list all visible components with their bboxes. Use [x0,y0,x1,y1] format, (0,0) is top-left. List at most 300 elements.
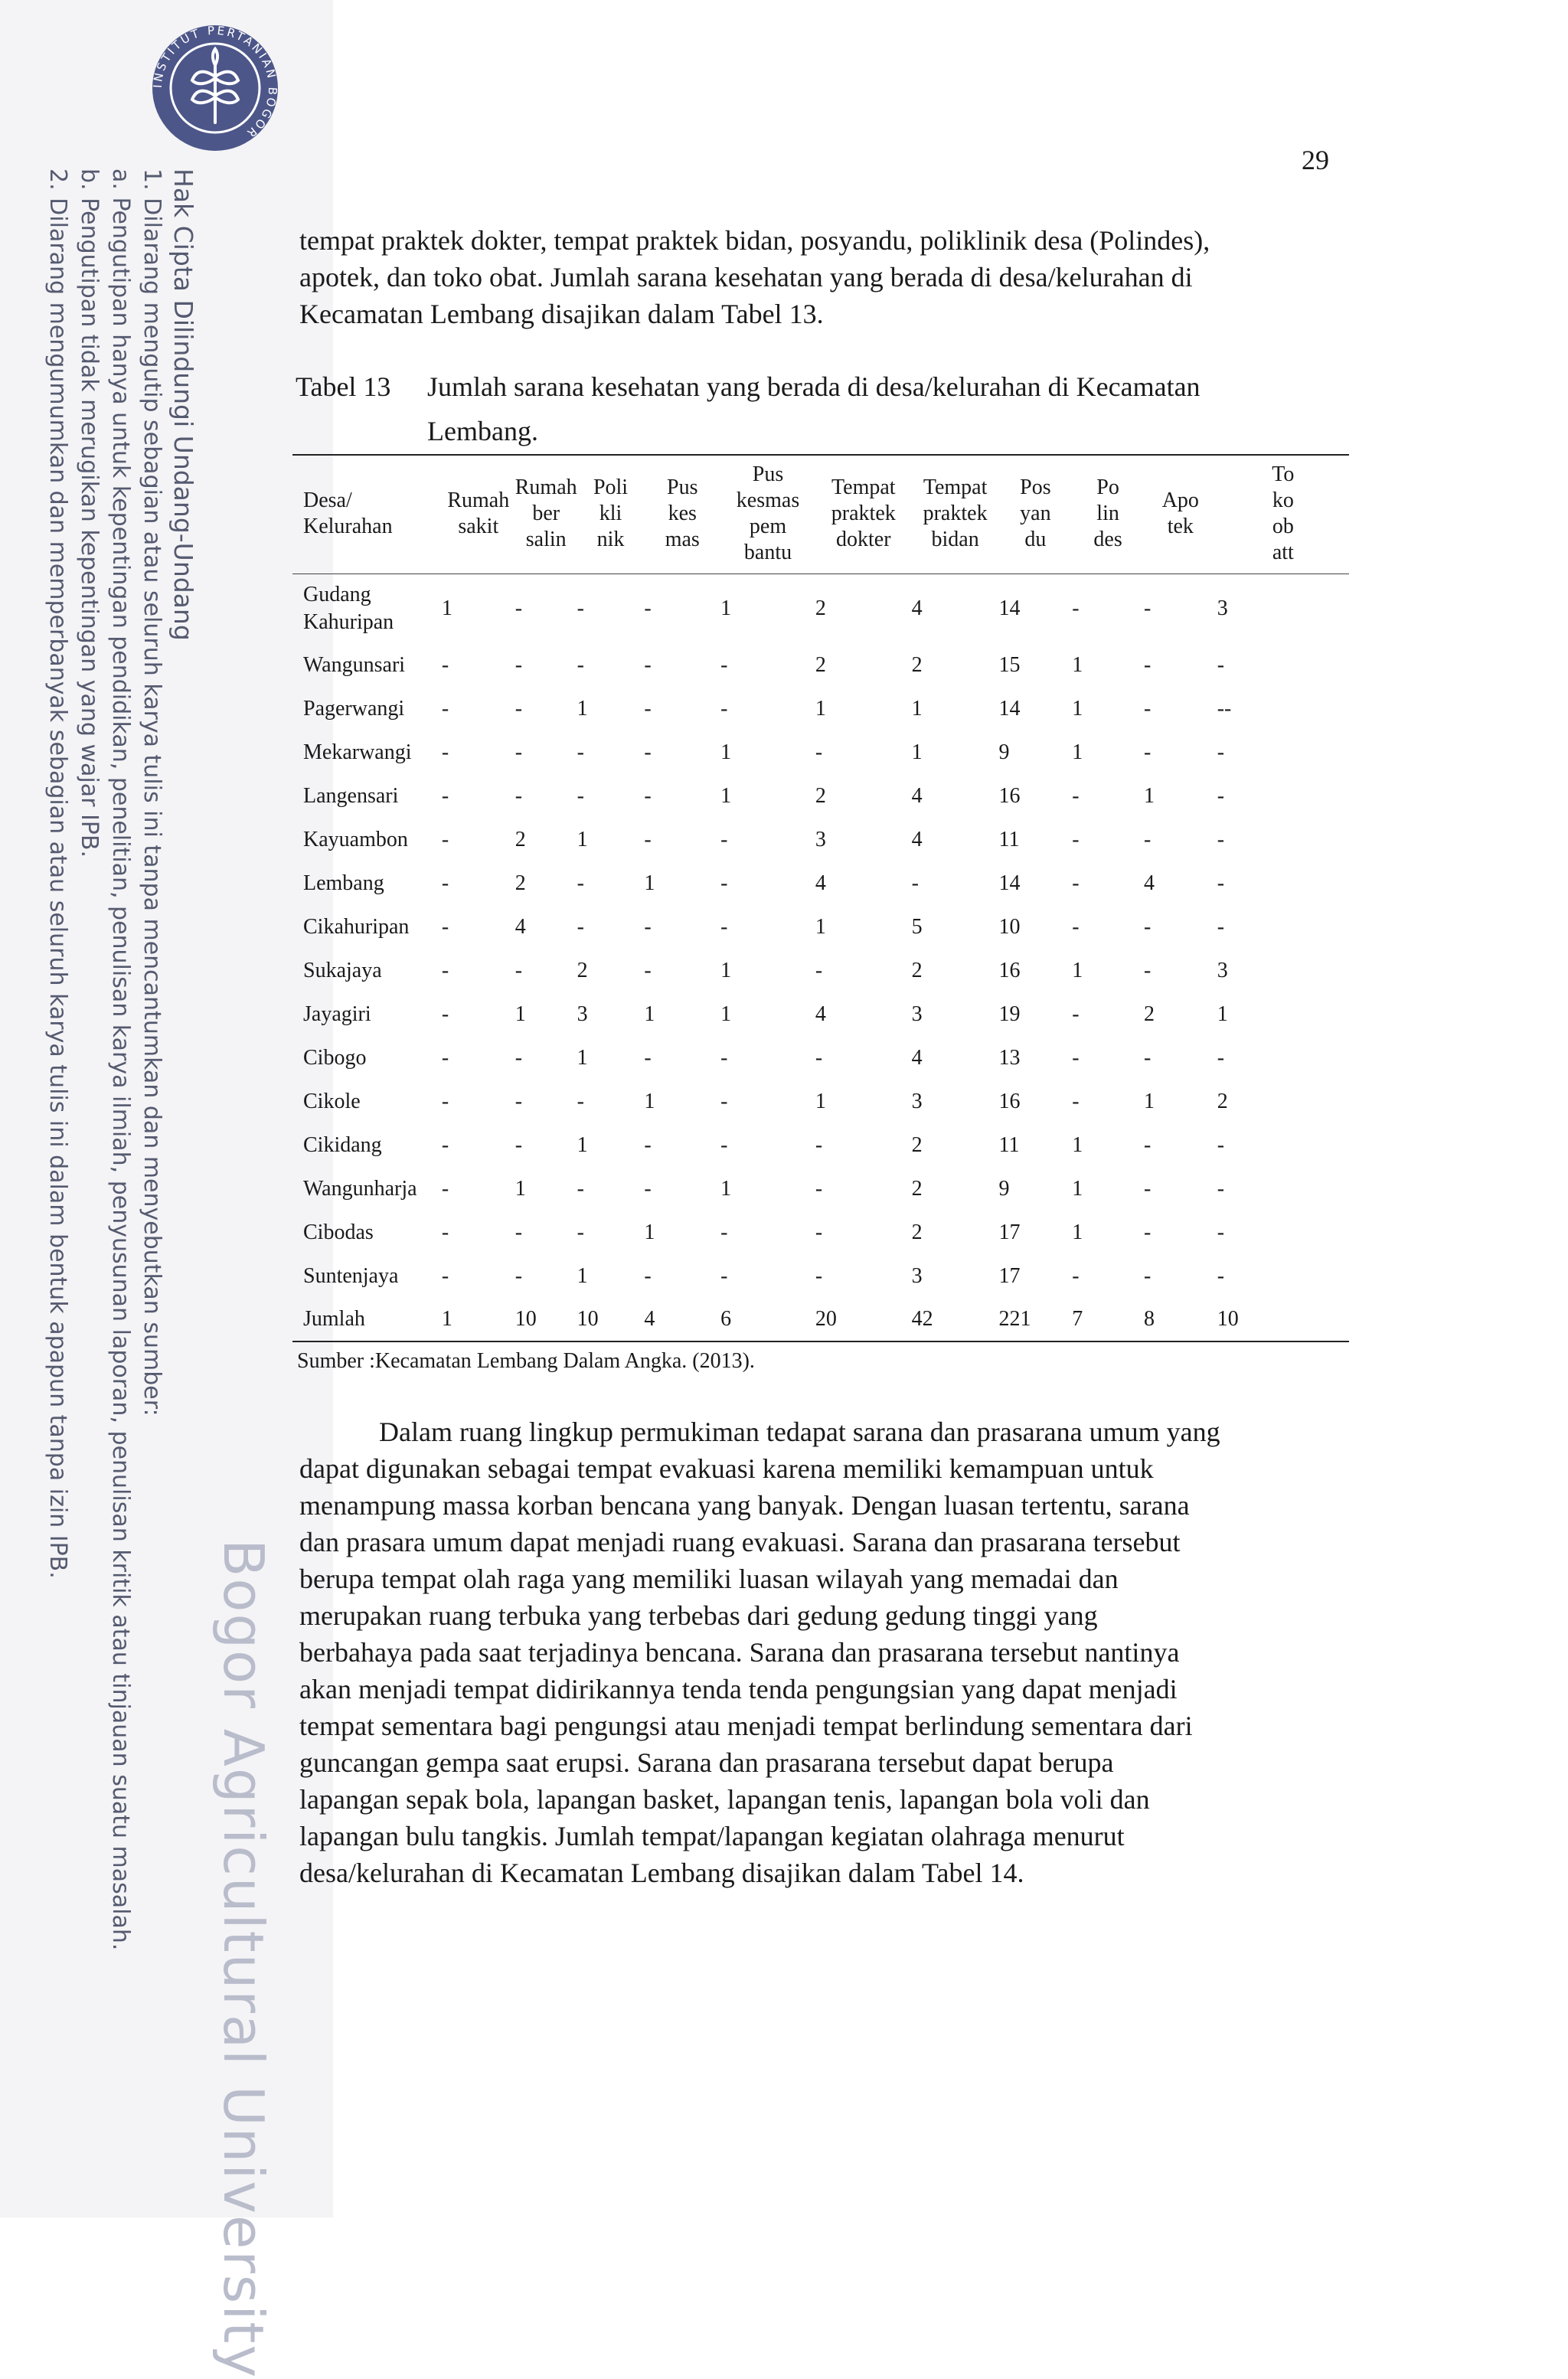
column-header [1217,455,1349,574]
column-header [999,455,1073,574]
column-header-text: yan [1020,502,1051,525]
column-header [442,455,515,574]
count-cell: 221 [998,1307,1031,1331]
count-cell: 14 [998,596,1021,620]
count-cell: - [441,1002,449,1026]
count-cell: - [1143,1263,1152,1288]
count-cell: 3 [577,1002,588,1026]
count-cell: - [441,1045,449,1070]
count-cell: 1 [1143,1089,1155,1113]
column-header-text: Pus [667,475,698,499]
count-cell: - [1217,871,1225,895]
count-cell: - [1217,827,1225,851]
paragraph-line: dapat digunakan sebagai tempat evakuasi karena memiliki kemampuan untuk [299,1453,1154,1484]
copyright-rule-2: 2. Dilarang mengumumkan dan memperbanyak sebagian atau seluruh karya tulis ini dalam bentuk apapun tanpa izin IPB. [44,168,71,1579]
count-cell: - [644,958,652,982]
count-cell: - [644,1132,652,1157]
village-name-cell: Cibogo [303,1045,367,1070]
count-cell: - [1143,827,1152,851]
table-row [292,861,1349,905]
copyright-heading: Hak Cipta Dilindungi Undang-Undang [168,168,198,641]
count-cell: - [720,1220,728,1244]
count-cell: 1 [1143,783,1155,808]
table-row [292,949,1349,992]
table-row [292,574,1349,644]
count-cell: - [441,827,449,851]
count-cell: - [1072,1002,1080,1026]
village-name-cell: Cikahuripan [303,914,410,939]
paragraph-line: Dalam ruang lingkup permukiman tedapat sarana dan prasarana umum yang [379,1417,1220,1447]
count-cell: - [815,740,823,764]
column-header-text: Poli [593,475,629,499]
table-source: Sumber :Kecamatan Lembang Dalam Angka. (2013). [297,1349,755,1373]
count-cell: 6 [720,1307,732,1331]
count-cell: - [514,652,523,677]
count-cell: - [1143,596,1152,620]
count-cell: - [514,1089,523,1113]
count-cell: - [441,1089,449,1113]
column-header-text: kli [599,502,622,525]
count-cell: - [644,596,652,620]
count-cell: - [911,871,919,895]
count-cell: 2 [1143,1002,1155,1026]
count-cell: 20 [815,1307,837,1331]
count-cell: - [441,871,449,895]
count-cell: 1 [720,958,732,982]
count-cell: 2 [911,1176,923,1201]
count-cell: - [1072,596,1080,620]
count-cell: - [1217,783,1225,808]
count-cell: 3 [911,1263,923,1288]
count-cell: 1 [644,1089,655,1113]
count-cell: - [1143,740,1152,764]
count-cell: 4 [1143,871,1155,895]
copyright-notice [42,168,199,1951]
count-cell: -- [1217,696,1232,721]
count-cell: - [644,827,652,851]
column-header-text: tek [1167,515,1194,538]
column-header-text: To [1272,462,1295,486]
village-name-cell: Gudang Kahuripan [303,583,394,634]
paragraph-line: dan prasara umum dapat menjadi ruang evakuasi. Sarana dan prasarana tersebut [299,1527,1181,1557]
count-cell: 2 [815,596,826,620]
count-cell: - [577,1176,584,1201]
count-cell: - [720,871,728,895]
count-cell: - [720,1045,728,1070]
column-header-text: kes [668,502,697,525]
count-cell: 1 [815,914,826,939]
count-cell: 7 [1072,1307,1083,1331]
count-cell: 1 [441,1307,452,1331]
count-cell: - [644,783,652,808]
column-header-text: praktek [831,502,896,525]
count-cell: 4 [644,1307,655,1331]
column-header-text: att [1272,541,1294,564]
paragraph-line: lapangan sepak bola, lapangan basket, lapangan tenis, lapangan bola voli dan [299,1784,1150,1815]
count-cell: - [1217,1263,1225,1288]
column-header [1144,455,1217,574]
paragraph-line: guncangan gempa saat erupsi. Sarana dan prasarana tersebut dapat berupa [299,1747,1114,1778]
column-header-text: ko [1272,489,1294,512]
count-cell: - [1217,740,1225,764]
count-cell: 5 [911,914,923,939]
village-name-cell: Mekarwangi [303,740,412,764]
count-cell: - [441,1176,449,1201]
svg-text:INSTITUT PERTANIAN BOGOR: INSTITUT PERTANIAN BOGOR [150,23,280,142]
table-header [292,455,1349,574]
count-cell: 1 [720,740,732,764]
count-cell: - [1217,914,1225,939]
column-header-text: bidan [931,528,979,551]
count-cell: - [441,1220,449,1244]
column-header-text: ob [1272,515,1294,538]
column-header-text: Pus [752,462,784,486]
count-cell: - [577,1089,584,1113]
count-cell: - [1072,871,1080,895]
count-cell: 8 [1143,1307,1155,1331]
paragraph-line: tempat praktek dokter, tempat praktek bidan, posyandu, poliklinik desa (Polindes), [299,225,1210,256]
column-header [577,455,645,574]
count-cell: 2 [911,1220,923,1244]
paragraph-line: akan menjadi tempat didirikannya tenda tenda pengungsian yang dapat menjadi [299,1674,1178,1704]
column-header [912,455,999,574]
column-header-text: Tempat [923,475,988,499]
paragraph-intro [299,222,1362,332]
paragraph-line: lapangan bulu tangkis. Jumlah tempat/lapangan kegiatan olahraga menurut [299,1821,1125,1851]
count-cell: - [1072,783,1080,808]
column-header-text: Po [1096,475,1119,499]
count-cell: 3 [1217,596,1228,620]
village-name-cell: Pagerwangi [303,696,405,721]
count-cell: - [1217,652,1225,677]
count-cell: - [1072,1089,1080,1113]
count-cell: 1 [911,696,923,721]
count-cell: 1 [577,696,588,721]
count-cell: 17 [998,1220,1021,1244]
count-cell: 4 [911,1045,923,1070]
count-cell: - [1143,1132,1152,1157]
count-cell: 10 [998,914,1021,939]
column-header [1072,455,1144,574]
village-name-cell: Lembang [303,871,384,895]
count-cell: - [720,827,728,851]
count-cell: 10 [1217,1307,1239,1331]
village-name-cell: Sukajaya [303,958,382,982]
column-header-text: Desa/ [303,489,352,512]
table-row [292,1080,1349,1123]
village-name-cell: Wangunsari [303,652,406,677]
count-cell: - [644,1263,652,1288]
count-cell: 1 [815,1089,826,1113]
column-header-text: Kelurahan [303,515,393,538]
count-cell: - [514,1263,523,1288]
copyright-rule-1b: b. Pengutipan tidak merugikan kepentingan yang wajar IPB. [76,168,103,858]
count-cell: - [577,652,584,677]
copyright-rule-1: 1. Dilarang mengutip sebagian atau seluruh karya tulis ini tanpa mencantumkan dan menyebutkan sumber: [139,168,165,1417]
count-cell: - [1143,914,1152,939]
count-cell: 1 [577,1132,588,1157]
count-cell: - [1143,1176,1152,1201]
paragraph-line: berupa tempat olah raga yang memiliki luasan wilayah yang memadai dan [299,1564,1119,1594]
count-cell: - [1072,1045,1080,1070]
count-cell: - [441,1132,449,1157]
village-name-cell: Jayagiri [303,1002,371,1026]
count-cell: - [441,740,449,764]
count-cell: - [577,871,584,895]
count-cell: 1 [577,1045,588,1070]
count-cell: - [720,652,728,677]
count-cell: 1 [720,596,732,620]
count-cell: - [1143,1045,1152,1070]
count-cell: 13 [998,1045,1021,1070]
health-facilities-table [292,454,1349,1342]
count-cell: - [1143,1220,1152,1244]
count-cell: 1 [720,783,732,808]
count-cell: - [514,1045,523,1070]
count-cell: - [441,696,449,721]
column-header-text: Tempat [831,475,896,499]
count-cell: 4 [911,827,923,851]
table-row [292,1254,1349,1298]
watermark-sidebar [0,0,333,2379]
village-name-cell: Langensari [303,783,399,808]
count-cell: - [1072,914,1080,939]
count-cell: 3 [911,1002,923,1026]
table-caption [296,364,1200,453]
count-cell: - [815,1220,823,1244]
count-cell: - [644,740,652,764]
count-cell: 1 [720,1176,732,1201]
count-cell: - [441,958,449,982]
count-cell: 1 [1072,696,1083,721]
university-watermark: Bogor Agricultural University [211,1539,276,2379]
count-cell: 2 [911,652,923,677]
count-cell: - [514,1220,523,1244]
count-cell: 1 [815,696,826,721]
count-cell: - [1217,1045,1225,1070]
column-header [720,455,815,574]
count-cell: - [1217,1220,1225,1244]
table-row [292,1211,1349,1254]
column-header-text: ber [532,502,560,525]
count-cell: 9 [998,1176,1010,1201]
village-name-cell: Cikole [303,1089,361,1113]
count-cell: 16 [998,958,1021,982]
count-cell: 2 [815,652,826,677]
ipb-logo-icon [150,23,280,153]
count-cell: 16 [998,783,1021,808]
count-cell: 1 [577,827,588,851]
count-cell: - [577,740,584,764]
count-cell: 11 [998,1132,1020,1157]
column-header [515,455,577,574]
village-name-cell: Kayuambon [303,827,408,851]
table-row [292,687,1349,730]
paragraph-line: tempat sementara bagi pengungsi atau menjadi tempat berlindung sementara dari [299,1711,1193,1741]
table-title-line-2: Lembang. [427,416,538,446]
count-cell: 4 [514,914,526,939]
count-cell: - [720,1132,728,1157]
count-cell: 2 [911,1132,923,1157]
count-cell: 42 [911,1307,933,1331]
count-cell: 9 [998,740,1010,764]
count-cell: 1 [1072,1176,1083,1201]
count-cell: 1 [1072,652,1083,677]
table-body [292,574,1349,1342]
table-label: Tabel 13 [296,371,391,402]
count-cell: - [514,696,523,721]
column-header [815,455,912,574]
count-cell: 1 [1072,1220,1083,1244]
count-cell: 10 [577,1307,599,1331]
column-header [292,455,442,574]
count-cell: 16 [998,1089,1021,1113]
column-header-text: Rumah [514,475,577,499]
column-header-text: du [1024,528,1047,551]
count-cell: - [815,958,823,982]
table-row [292,905,1349,949]
count-cell: - [577,596,584,620]
count-cell: 2 [514,871,526,895]
count-cell: 1 [441,596,452,620]
count-cell: - [720,1263,728,1288]
column-header-text: kesmas [736,489,800,512]
count-cell: - [644,1176,652,1201]
count-cell: 1 [514,1002,526,1026]
table-row [292,1036,1349,1080]
column-header-text: Rumah [447,489,510,512]
count-cell: - [1072,1263,1080,1288]
village-name-cell: Wangunharja [303,1176,417,1201]
paragraph-line: desa/kelurahan di Kecamatan Lembang disajikan dalam Tabel 14. [299,1858,1024,1888]
count-cell: 4 [815,871,826,895]
count-cell: 1 [577,1263,588,1288]
count-cell: 1 [644,1002,655,1026]
count-cell: 4 [815,1002,826,1026]
count-cell: 14 [998,871,1021,895]
count-cell: 3 [1217,958,1228,982]
count-cell: - [644,696,652,721]
table-row [292,774,1349,818]
count-cell: 4 [911,783,923,808]
count-cell: - [577,1220,584,1244]
count-cell: - [1217,1176,1225,1201]
column-header [644,455,720,574]
column-header-text: salin [525,528,567,551]
count-cell: 2 [1217,1089,1228,1113]
column-header-text: des [1093,528,1122,551]
table-row [292,1167,1349,1211]
column-header-text: bantu [743,541,792,564]
count-cell: - [644,914,652,939]
paragraph-evacuation [299,1413,1362,1891]
count-cell: 2 [514,827,526,851]
count-cell: 4 [911,596,923,620]
count-cell: 1 [1072,1132,1083,1157]
table-row [292,1123,1349,1167]
count-cell: 2 [577,958,588,982]
count-cell: - [441,652,449,677]
count-cell: - [514,596,523,620]
count-cell: - [1072,827,1080,851]
table-total-row [292,1298,1349,1341]
count-cell: - [441,783,449,808]
count-cell: 11 [998,827,1020,851]
count-cell: 1 [644,871,655,895]
village-name-cell: Cibodas [303,1220,374,1244]
village-name-cell: Cikidang [303,1132,382,1157]
column-header-text: Pos [1020,475,1051,499]
count-cell: - [644,652,652,677]
paragraph-line: merupakan ruang terbuka yang terbebas dari gedung gedung tinggi yang [299,1600,1098,1631]
count-cell: 1 [1217,1002,1228,1026]
table-row [292,730,1349,774]
count-cell: - [577,783,584,808]
count-cell: 1 [911,740,923,764]
column-header-text: mas [665,528,700,551]
count-cell: - [720,696,728,721]
count-cell: - [1217,1132,1225,1157]
count-cell: 17 [998,1263,1021,1288]
count-cell: - [815,1176,823,1201]
column-header-text: sakit [458,515,499,538]
count-cell: 10 [514,1307,537,1331]
count-cell: 14 [998,696,1021,721]
count-cell: - [1143,696,1152,721]
column-header-text: dokter [836,528,891,551]
count-cell: 19 [998,1002,1021,1026]
paragraph-line: apotek, dan toko obat. Jumlah sarana kesehatan yang berada di desa/kelurahan di [299,262,1193,292]
count-cell: - [514,740,523,764]
count-cell: 15 [998,652,1021,677]
count-cell: - [1143,652,1152,677]
count-cell: - [644,1045,652,1070]
count-cell: - [815,1045,823,1070]
count-cell: 1 [644,1220,655,1244]
count-cell: 2 [911,958,923,982]
count-cell: - [720,1089,728,1113]
copyright-rule-1a: a. Pengutipan hanya untuk kepentingan pendidikan, penelitian, penulisan karya ilmiah, penyusunan laporan, penulisan kritik atau tinjauan suatu masalah. [107,168,134,1951]
count-cell: - [441,914,449,939]
village-name-cell: Suntenjaya [303,1263,399,1288]
table-title-line-1: Jumlah sarana kesehatan yang berada di desa/kelurahan di Kecamatan [427,371,1200,402]
count-cell: 3 [911,1089,923,1113]
count-cell: 2 [815,783,826,808]
paragraph-line: menampung massa korban bencana yang banyak. Dengan luasan tertentu, sarana [299,1490,1190,1521]
count-cell: 1 [1072,958,1083,982]
header-row [292,455,1349,574]
count-cell: - [514,958,523,982]
column-header-text: nik [596,528,625,551]
page-number: 29 [1302,145,1329,175]
count-cell: 3 [815,827,826,851]
column-header-text: praktek [923,502,988,525]
count-cell: - [1143,958,1152,982]
paragraph-line: Kecamatan Lembang disajikan dalam Tabel 13. [299,299,824,329]
count-cell: - [720,914,728,939]
column-header-text: lin [1096,502,1119,525]
count-cell: - [514,783,523,808]
table-row [292,992,1349,1036]
village-name-cell: Jumlah [303,1307,365,1331]
table-row [292,643,1349,687]
count-cell: - [514,1132,523,1157]
column-header-text: Apo [1161,489,1199,512]
count-cell: 1 [514,1176,526,1201]
count-cell: - [441,1263,449,1288]
paragraph-line: berbahaya pada saat terjadinya bencana. Sarana dan prasarana tersebut nantinya [299,1637,1180,1668]
count-cell: - [815,1132,823,1157]
